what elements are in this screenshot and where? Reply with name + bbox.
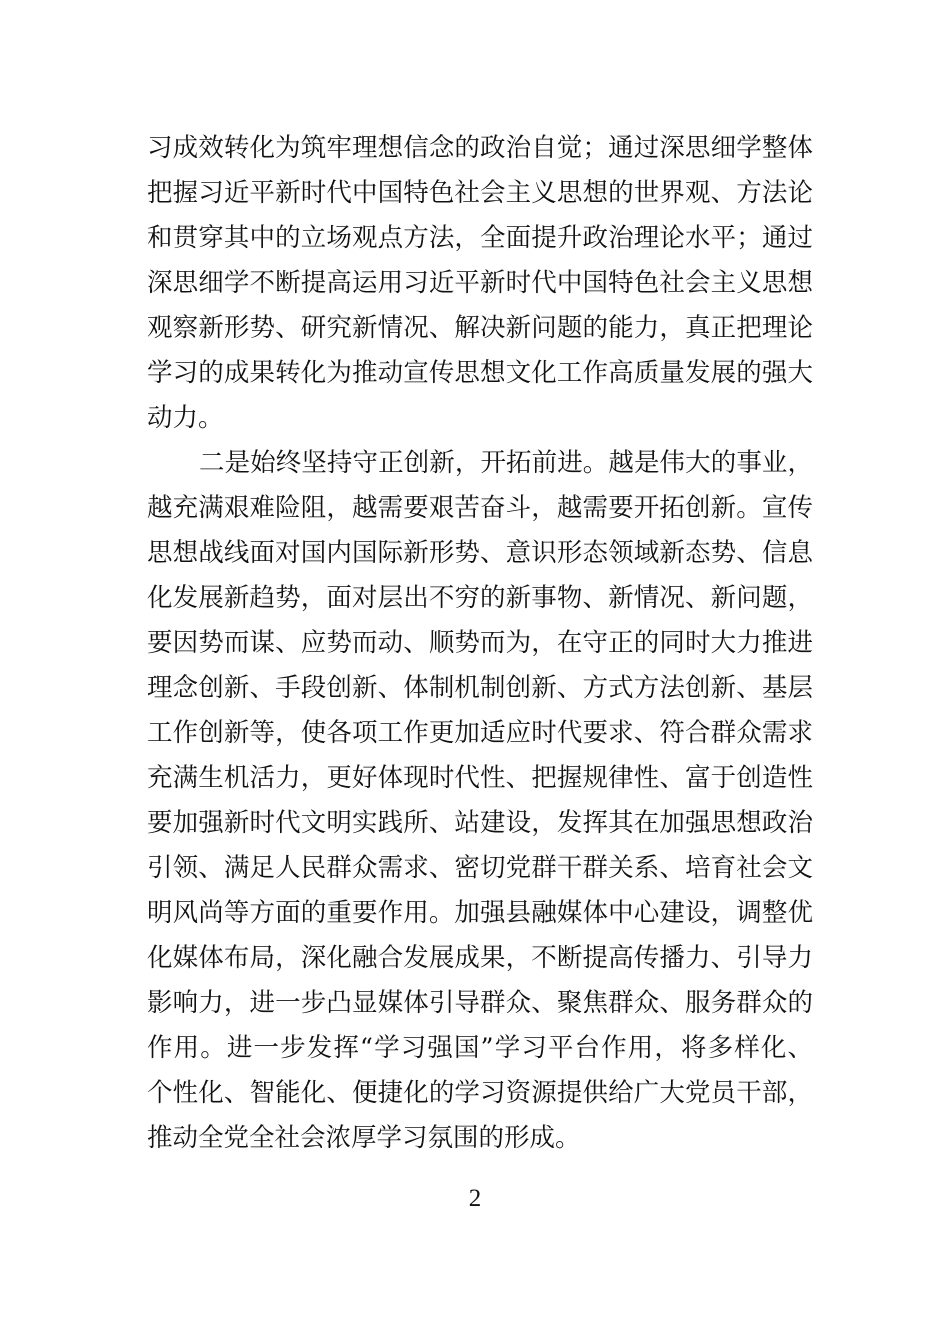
text-line: 理念创新、手段创新、体制机制创新、方式方法创新、基层 <box>147 673 813 703</box>
paragraph-continuation <box>147 126 813 441</box>
text-line: 化发展新趋势，面对层出不穷的新事物、新情况、新问题， <box>147 583 813 613</box>
text-line: 引领、满足人民群众需求、密切党群干群关系、培育社会文 <box>147 853 813 883</box>
text-line: 学习的成果转化为推动宣传思想文化工作高质量发展的强大 <box>147 358 813 388</box>
text-line: 和贯穿其中的立场观点方法，全面提升政治理论水平；通过 <box>147 223 813 253</box>
text-line: 要因势而谋、应势而动、顺势而为，在守正的同时大力推进 <box>147 628 813 658</box>
page-number: 2 <box>468 1185 482 1212</box>
body-text <box>147 126 813 1161</box>
text-line: 动力。 <box>147 403 224 433</box>
text-line: 明风尚等方面的重要作用。加强县融媒体中心建设，调整优 <box>147 898 813 928</box>
text-line: 个性化、智能化、便捷化的学习资源提供给广大党员干部， <box>147 1078 813 1108</box>
text-line: 推动全党全社会浓厚学习氛围的形成。 <box>147 1123 581 1153</box>
text-line: 化媒体布局，深化融合发展成果，不断提高传播力、引导力 <box>147 943 813 973</box>
text-line: 观察新形势、研究新情况、解决新问题的能力，真正把理论 <box>147 313 813 343</box>
text-line: 充满生机活力，更好体现时代性、把握规律性、富于创造性 <box>147 763 813 793</box>
text-line: 习成效转化为筑牢理想信念的政治自觉；通过深思细学整体 <box>147 133 813 163</box>
text-line: 思想战线面对国内国际新形势、意识形态领域新态势、信息 <box>147 538 813 568</box>
text-line: 越充满艰难险阻，越需要艰苦奋斗，越需要开拓创新。宣传 <box>147 493 813 523</box>
text-line: 要加强新时代文明实践所、站建设，发挥其在加强思想政治 <box>147 808 813 838</box>
text-line: 作用。进一步发挥“学习强国”学习平台作用，将多样化、 <box>147 1033 813 1063</box>
paragraph-two <box>147 441 813 1161</box>
text-line: 把握习近平新时代中国特色社会主义思想的世界观、方法论 <box>147 178 813 208</box>
text-line: 深思细学不断提高运用习近平新时代中国特色社会主义思想 <box>147 268 813 298</box>
text-line: 工作创新等，使各项工作更加适应时代要求、符合群众需求 <box>147 718 813 748</box>
text-line: 二是始终坚持守正创新，开拓前进。越是伟大的事业， <box>199 448 813 478</box>
text-line: 影响力，进一步凸显媒体引导群众、聚焦群众、服务群众的 <box>147 988 813 1018</box>
